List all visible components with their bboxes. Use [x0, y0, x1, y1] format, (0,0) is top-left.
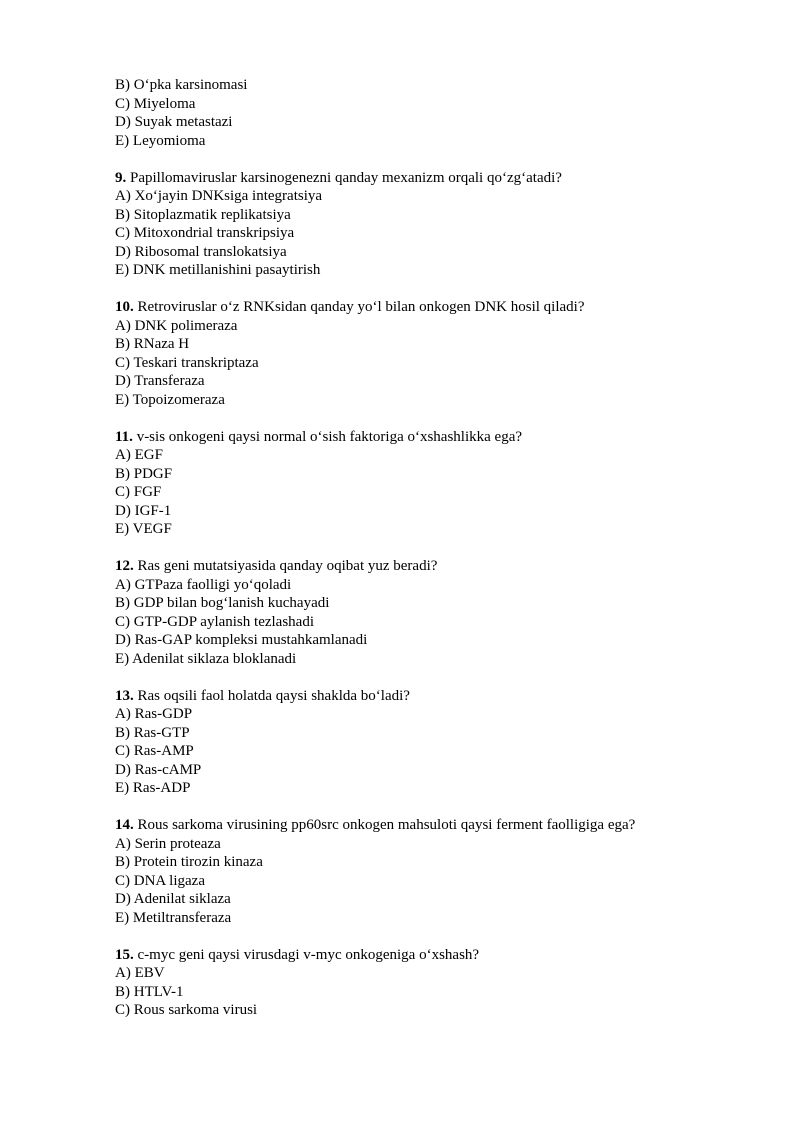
option-line: D) Ribosomal translokatsiya — [115, 243, 287, 260]
option-line: E) Ras-ADP — [115, 780, 191, 796]
option-line: B) Ras-GTP — [115, 724, 190, 741]
question-14 — [115, 816, 715, 927]
question-number: 10. — [115, 299, 134, 315]
question-9 — [115, 169, 715, 280]
question-15 — [115, 946, 715, 1020]
option-line: C) Miyeloma — [115, 95, 196, 112]
question-12 — [115, 557, 715, 668]
option-line: B) PDGF — [115, 465, 173, 482]
question-number: 9. — [115, 169, 127, 186]
question-stem — [115, 428, 715, 447]
option-line: E) DNK metillanishini pasaytirish — [115, 262, 321, 278]
question-13 — [115, 687, 715, 798]
option-line: E) Metiltransferaza — [115, 909, 232, 926]
option-line: A) Xo‘jayin DNKsiga integratsiya — [115, 188, 323, 204]
option-line: C) GTP-GDP aylanish tezlashadi — [115, 613, 314, 630]
question-number: 14. — [115, 817, 134, 833]
option-line: C) Teskari transkriptaza — [115, 354, 259, 371]
document-page — [115, 76, 715, 1020]
option-line: A) GTPaza faolligi yo‘qoladi — [115, 576, 292, 593]
option-line: B) GDP bilan bog‘lanish kuchayadi — [115, 595, 330, 611]
question-number: 13. — [115, 687, 134, 704]
question-text: Ras geni mutatsiyasida qanday oqibat yuz beradi? — [137, 558, 438, 574]
option-line: B) RNaza H — [115, 336, 190, 352]
option-line: B) O‘pka karsinomasi — [115, 77, 248, 93]
option-line: D) Transferaza — [115, 373, 205, 389]
question-stem — [115, 557, 715, 576]
question-stem — [115, 946, 715, 965]
option-line: D) Ras-GAP kompleksi mustahkamlanadi — [115, 632, 368, 648]
question-text: Rous sarkoma virusining pp60src onkogen mahsuloti qaysi ferment faolligiga ega? — [137, 817, 636, 833]
question-number: 15. — [115, 946, 134, 963]
question-text: v-sis onkogeni qaysi normal o‘sish faktoriga o‘xshashlikka ega? — [136, 428, 523, 445]
question-number: 12. — [115, 558, 134, 574]
option-line: A) Ras-GDP — [115, 706, 193, 722]
question-stem — [115, 687, 715, 706]
option-line: C) Ras-AMP — [115, 743, 194, 759]
question-text: Retroviruslar o‘z RNKsidan qanday yo‘l bilan onkogen DNK hosil qiladi? — [137, 299, 585, 315]
option-line: B) HTLV-1 — [115, 983, 184, 1000]
option-line: A) EGF — [115, 447, 163, 463]
option-line: D) Suyak metastazi — [115, 114, 233, 130]
option-line: D) IGF-1 — [115, 502, 172, 519]
question-text: c-myc geni qaysi virusdagi v-myc onkogeniga o‘xshash? — [137, 946, 480, 963]
option-line: E) Adenilat siklaza bloklanadi — [115, 650, 297, 667]
option-line: A) Serin proteaza — [115, 835, 221, 852]
option-line: E) Leyomioma — [115, 132, 206, 149]
option-line: B) Sitoplazmatik replikatsiya — [115, 206, 291, 223]
question-number: 11. — [115, 428, 133, 445]
question-stem — [115, 298, 715, 317]
question-stem — [115, 816, 715, 835]
question-text: Ras oqsili faol holatda qaysi shaklda bo‘ladi? — [137, 687, 410, 704]
question-text: Papillomaviruslar karsinogenezni qanday mexanizm orqali qo‘zg‘atadi? — [130, 169, 562, 186]
option-line: A) EBV — [115, 965, 165, 981]
option-line: C) Rous sarkoma virusi — [115, 1002, 258, 1018]
option-line: D) Adenilat siklaza — [115, 891, 231, 907]
question-10 — [115, 298, 715, 409]
option-line: D) Ras-cAMP — [115, 761, 202, 778]
option-line: E) VEGF — [115, 521, 172, 537]
question-stem — [115, 169, 715, 188]
option-line: C) Mitoxondrial transkripsiya — [115, 225, 295, 241]
option-line: C) FGF — [115, 484, 162, 500]
continued-question — [115, 76, 715, 150]
question-11 — [115, 428, 715, 539]
option-line: C) DNA ligaza — [115, 872, 205, 889]
option-line: B) Protein tirozin kinaza — [115, 854, 263, 870]
option-line: E) Topoizomeraza — [115, 391, 225, 408]
option-line: A) DNK polimeraza — [115, 317, 238, 334]
